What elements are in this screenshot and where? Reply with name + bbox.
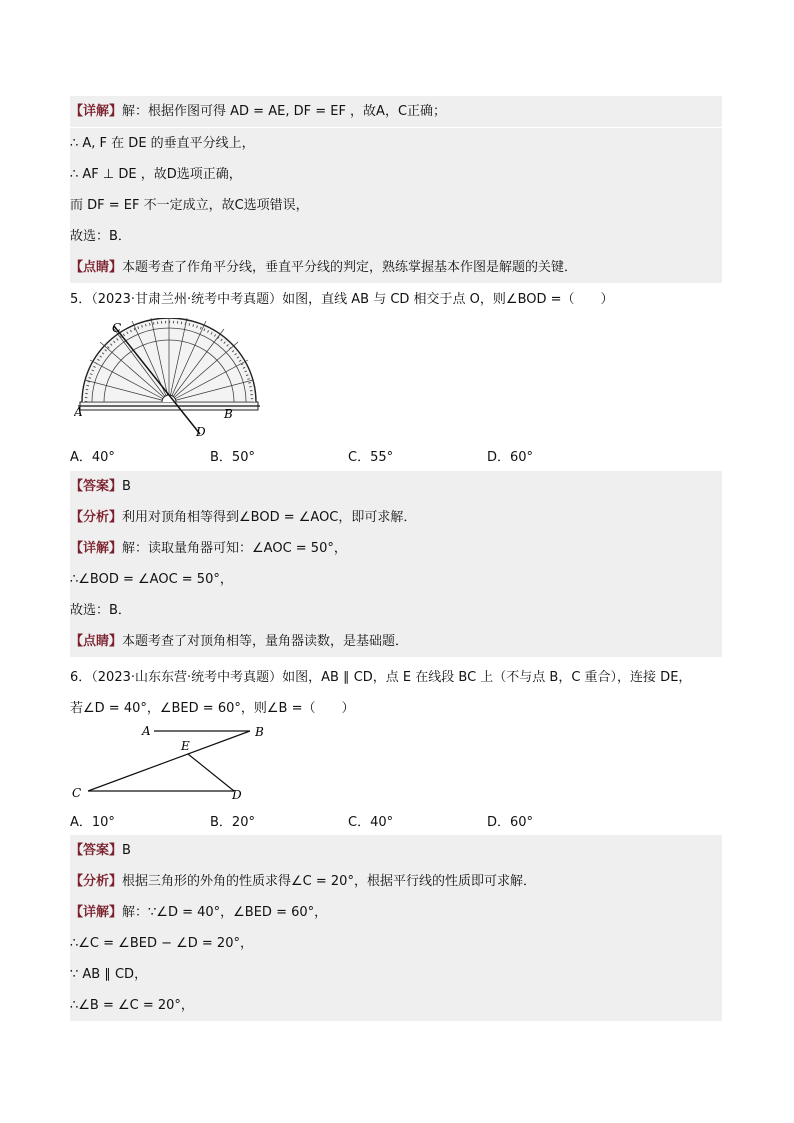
- detail-line-1: [70, 96, 722, 127]
- q5-option-c: C．55°: [348, 450, 394, 465]
- q6-stem-line-2: 若∠D = 40°，∠BED = 60°，则∠B =（ ）: [70, 701, 355, 716]
- q6-option-d: D．60°: [487, 815, 534, 830]
- q5-detail-line-1: [70, 533, 722, 564]
- q6-stem-line-1: 6．（2023·山东东营·统考中考真题）如图，AB ∥ CD，点 E 在线段 BC 上（不与点 B，C 重合），连接 DE，: [70, 670, 692, 685]
- q6-detail-line-3: [70, 959, 722, 990]
- q5-option-d: D．60°: [487, 450, 534, 465]
- label-a: A: [74, 405, 83, 419]
- answer-text: B: [122, 843, 131, 858]
- q5-option-a: A．40°: [70, 450, 115, 465]
- detail-text: 故选：B．: [70, 603, 131, 618]
- detail-text: ∴∠B = ∠C = 20°，: [70, 998, 194, 1013]
- detail-text: 解：根据作图可得 AD = AE, DF = EF ，故A，C正确；: [122, 104, 447, 119]
- q5-detail-line-2: [70, 564, 722, 595]
- q5-answer-line: [70, 471, 722, 502]
- label-b: B: [224, 407, 233, 421]
- comment-tag: 【点睛】: [70, 634, 123, 649]
- detail-text: 解：读取量角器可知：∠AOC = 50°，: [122, 541, 347, 556]
- q5-detail-line-3: [70, 595, 722, 626]
- detail-text: 而 DF = EF 不一定成立，故C选项错误，: [70, 198, 309, 213]
- analysis-tag: 【分析】: [70, 510, 123, 525]
- detail-text: ∴∠C = ∠BED − ∠D = 20°，: [70, 936, 253, 951]
- detail-tag: 【详解】: [70, 104, 123, 119]
- label-e: E: [181, 739, 190, 753]
- analysis-text: 根据三角形的外角的性质求得∠C = 20°，根据平行线的性质即可求解．: [122, 874, 536, 889]
- comment-line: [70, 252, 722, 283]
- answer-text: B: [122, 479, 131, 494]
- detail-text: 故选：B．: [70, 229, 131, 244]
- answer-tag: 【答案】: [70, 479, 123, 494]
- analysis-text: 利用对顶角相等得到∠BOD = ∠AOC，即可求解．: [122, 510, 417, 525]
- detail-text: 解：∵∠D = 40°，∠BED = 60°，: [122, 905, 328, 920]
- label-a: A: [142, 724, 151, 738]
- analysis-tag: 【分析】: [70, 874, 123, 889]
- q6-option-a: A．10°: [70, 815, 115, 830]
- detail-text: ∴ A, F 在 DE 的垂直平分线上，: [70, 136, 255, 151]
- q6-detail-line-1: [70, 897, 722, 928]
- q6-detail-line-4: [70, 990, 722, 1021]
- comment-text: 本题考查了作角平分线，垂直平分线的判定，熟练掌握基本作图是解题的关键．: [122, 260, 578, 275]
- answer-tag: 【答案】: [70, 843, 123, 858]
- q6-answer-line: [70, 835, 722, 866]
- label-b: B: [255, 725, 264, 739]
- detail-tag: 【详解】: [70, 541, 123, 556]
- detail-text: ∴∠BOD = ∠AOC = 50°，: [70, 572, 233, 587]
- q5-stem: 5．（2023·甘肃兰州·统考中考真题）如图，直线 AB 与 CD 相交于点 O，则∠BOD =（ ）: [70, 292, 614, 307]
- q5-option-b: B．50°: [210, 450, 255, 465]
- detail-line-2: [70, 128, 722, 159]
- detail-line-3: [70, 159, 722, 190]
- detail-text: ∵ AB ∥ CD，: [70, 967, 148, 982]
- q5-analysis-line: [70, 502, 722, 533]
- detail-line-4: [70, 190, 722, 221]
- q6-detail-line-2: [70, 928, 722, 959]
- label-d: D: [232, 788, 242, 802]
- detail-tag: 【详解】: [70, 905, 123, 920]
- comment-text: 本题考查了对顶角相等，量角器读数，是基础题．: [122, 634, 409, 649]
- detail-text: ∴ AF ⊥ DE ，故D选项正确，: [70, 167, 242, 182]
- label-d: D: [196, 425, 206, 438]
- q6-option-c: C．40°: [348, 815, 394, 830]
- comment-tag: 【点睛】: [70, 260, 123, 275]
- q6-analysis-line: [70, 866, 722, 897]
- q5-comment-line: [70, 626, 722, 657]
- q5-protractor-figure: [74, 318, 266, 438]
- label-c: C: [72, 786, 82, 800]
- q6-geometry-figure: [70, 720, 270, 804]
- label-c: C: [112, 321, 122, 335]
- detail-line-5: [70, 221, 722, 252]
- q6-option-b: B．20°: [210, 815, 255, 830]
